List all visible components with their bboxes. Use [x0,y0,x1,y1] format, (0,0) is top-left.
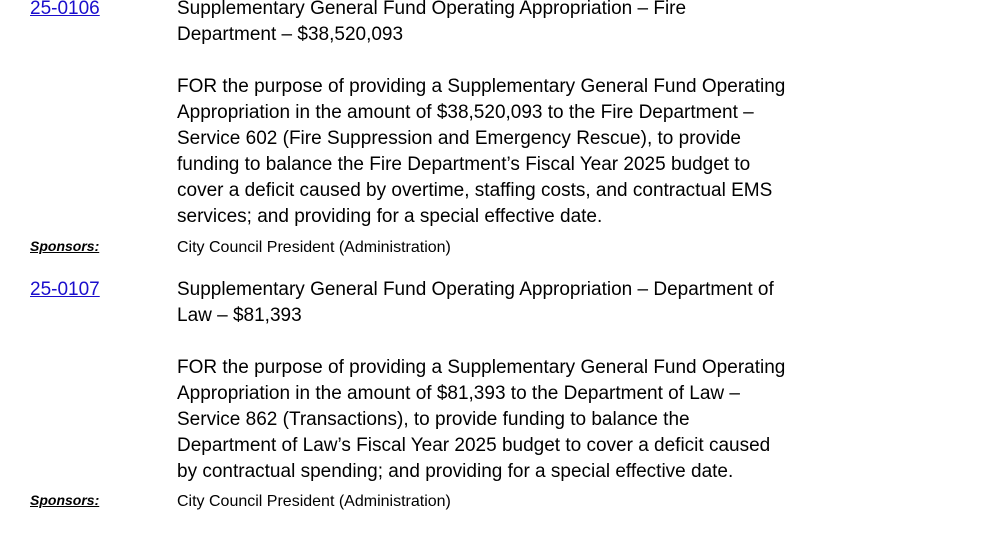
purpose-line: Appropriation in the amount of $81,393 to the Department of Law – [177,383,740,404]
purpose-line: FOR the purpose of providing a Supplementary General Fund Operating [177,76,786,97]
bill-title-line: Law – $81,393 [177,305,302,326]
purpose-line: services; and providing for a special effective date. [177,206,603,227]
purpose-line: Department of Law’s Fiscal Year 2025 budget to cover a deficit caused [177,435,771,456]
bill-title-line: Supplementary General Fund Operating Appropriation – Fire [177,0,687,19]
sponsors-label: Sponsors: [30,238,100,254]
purpose-line: by contractual spending; and providing for a special effective date. [177,461,734,482]
purpose-line: Appropriation in the amount of $38,520,093 to the Fire Department – [177,102,754,123]
sponsors-value: City Council President (Administration) [177,239,451,256]
bill-title-line: Supplementary General Fund Operating Appropriation – Department of [177,279,774,300]
purpose-line: Service 602 (Fire Suppression and Emergency Rescue), to provide [177,128,741,149]
bill-number-link[interactable]: 25-0107 [30,279,100,300]
bill-title-line: Department – $38,520,093 [177,24,404,45]
purpose-line: cover a deficit caused by overtime, staffing costs, and contractual EMS [177,180,773,201]
sponsors-value: City Council President (Administration) [177,493,451,510]
purpose-line: funding to balance the Fire Department’s Fiscal Year 2025 budget to [177,154,751,175]
bill-title [177,0,837,48]
bill-number-link[interactable]: 25-0106 [30,0,100,19]
purpose-line: Service 862 (Transactions), to provide funding to balance the [177,409,690,430]
bill-purpose [177,74,837,230]
bill-purpose [177,355,837,485]
sponsors-label: Sponsors: [30,492,100,508]
bill-title [177,277,837,329]
purpose-line: FOR the purpose of providing a Supplementary General Fund Operating [177,357,786,378]
